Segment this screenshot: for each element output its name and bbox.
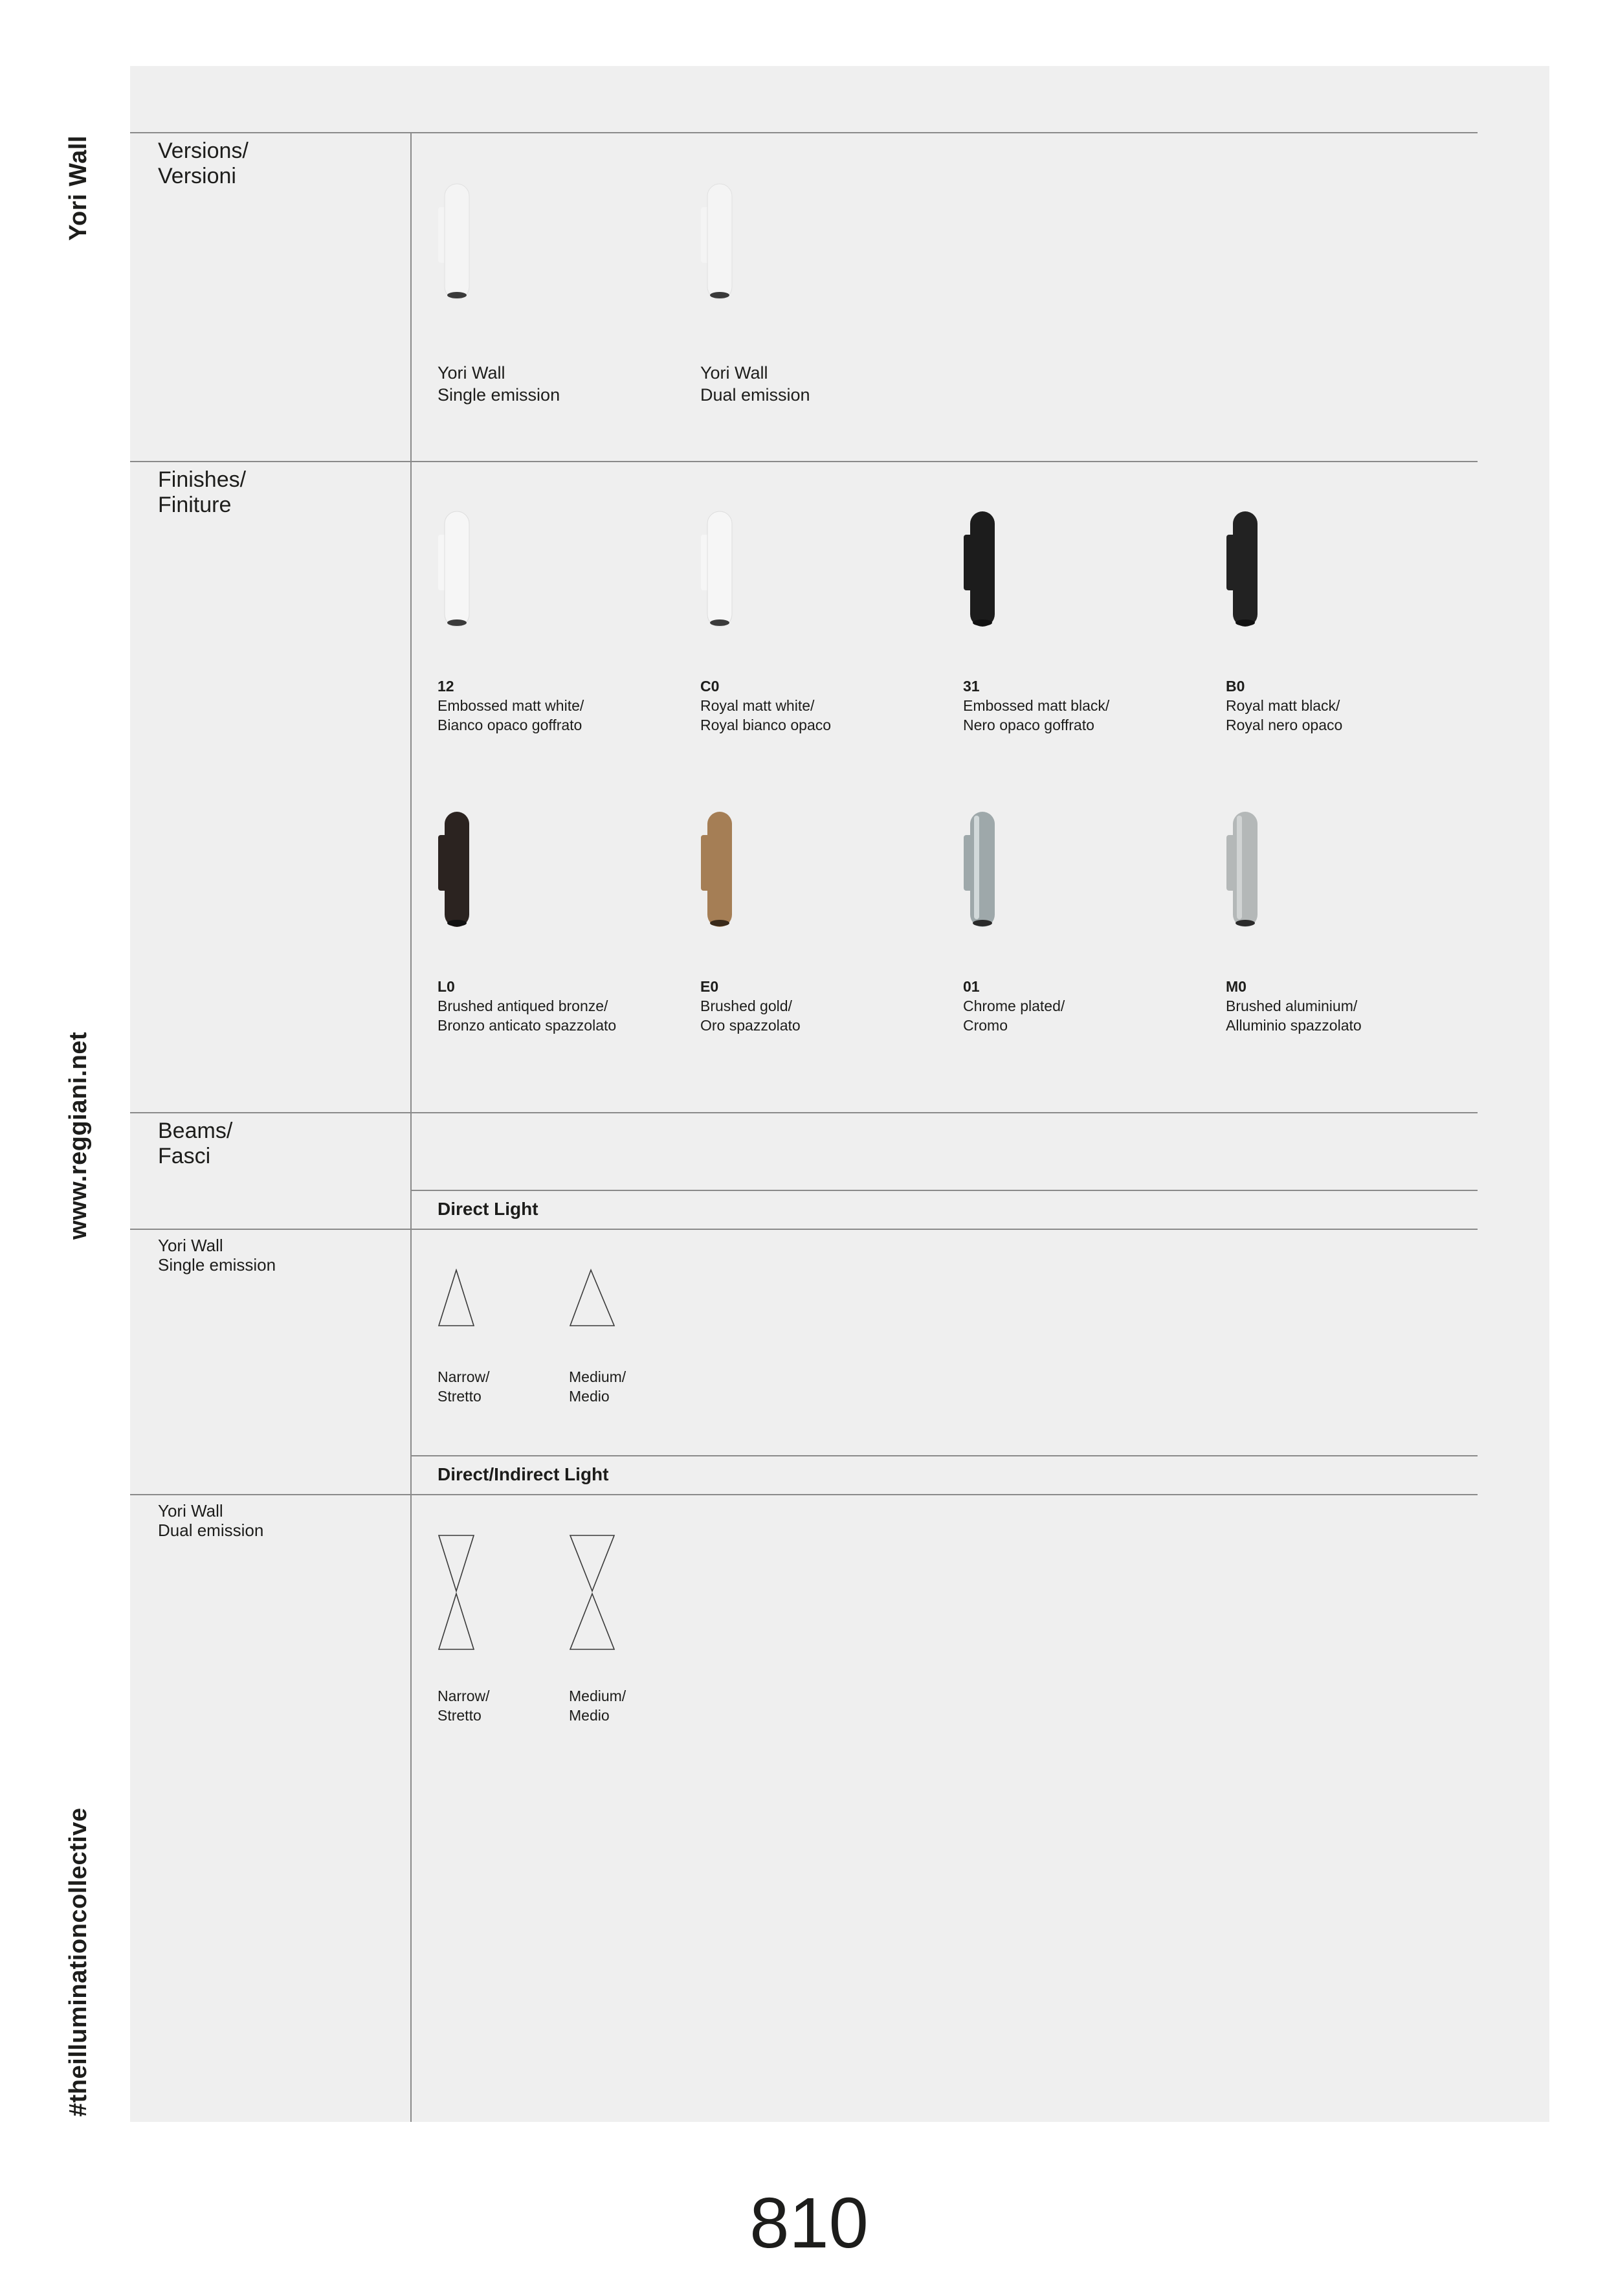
finishes-heading: Finishes/ Finiture [158, 467, 247, 517]
spec-panel [130, 66, 1549, 2122]
beam-label: Medium/ Medio [569, 1688, 626, 1724]
side-product-title: Yori Wall [65, 135, 92, 241]
beams-heading: Beams/ Fasci [158, 1119, 233, 1168]
versions-heading: Versions/ Versioni [158, 139, 249, 188]
medium-dual-beam-icon [568, 1534, 619, 1651]
finish-label: L0 Brushed antiqued bronze/ Bronzo anticato spazzolato [438, 978, 617, 1034]
lamp-icon [1223, 509, 1261, 632]
column-divider [410, 132, 412, 2122]
narrow-beam-icon [436, 1269, 478, 1327]
lamp-icon [960, 809, 999, 932]
version-label: Yori Wall Dual emission [700, 363, 810, 405]
divider [130, 1494, 1478, 1495]
light-type-heading: Direct/Indirect Light [438, 1464, 609, 1484]
lamp-icon [697, 509, 736, 632]
divider [130, 132, 1478, 133]
medium-beam-icon [568, 1269, 619, 1327]
page-number: 810 [749, 2183, 869, 2263]
divider [130, 1229, 1478, 1230]
finish-label: 12 Embossed matt white/ Bianco opaco goffrato [438, 678, 584, 733]
finish-label: M0 Brushed aluminium/ Alluminio spazzolato [1226, 978, 1362, 1034]
finish-label: B0 Royal matt black/ Royal nero opaco [1226, 678, 1343, 733]
narrow-dual-beam-icon [436, 1534, 478, 1651]
beam-label: Medium/ Medio [569, 1368, 626, 1405]
beam-label: Narrow/ Stretto [438, 1688, 490, 1724]
beam-label: Narrow/ Stretto [438, 1368, 490, 1405]
light-type-heading: Direct Light [438, 1199, 538, 1219]
lamp-icon [434, 509, 473, 632]
finish-label: 31 Embossed matt black/ Nero opaco goffrato [963, 678, 1110, 733]
beam-row-label: Yori Wall Single emission [158, 1236, 276, 1275]
finish-label: E0 Brushed gold/ Oro spazzolato [700, 978, 801, 1034]
finish-label: C0 Royal matt white/ Royal bianco opaco [700, 678, 832, 733]
lamp-icon [697, 181, 736, 304]
divider [410, 1455, 1478, 1456]
lamp-icon [697, 809, 736, 932]
beam-row-label: Yori Wall Dual emission [158, 1501, 264, 1540]
divider [410, 1190, 1478, 1191]
lamp-icon [960, 509, 999, 632]
divider [130, 461, 1478, 462]
lamp-icon [434, 181, 473, 304]
lamp-icon [434, 809, 473, 932]
side-website[interactable]: www.reggiani.net [65, 1031, 92, 1240]
finish-label: 01 Chrome plated/ Cromo [963, 978, 1065, 1034]
side-hashtag: #theilluminationcollective [65, 1807, 92, 2117]
divider [130, 1112, 1478, 1113]
lamp-icon [1223, 809, 1261, 932]
version-label: Yori Wall Single emission [438, 363, 560, 405]
